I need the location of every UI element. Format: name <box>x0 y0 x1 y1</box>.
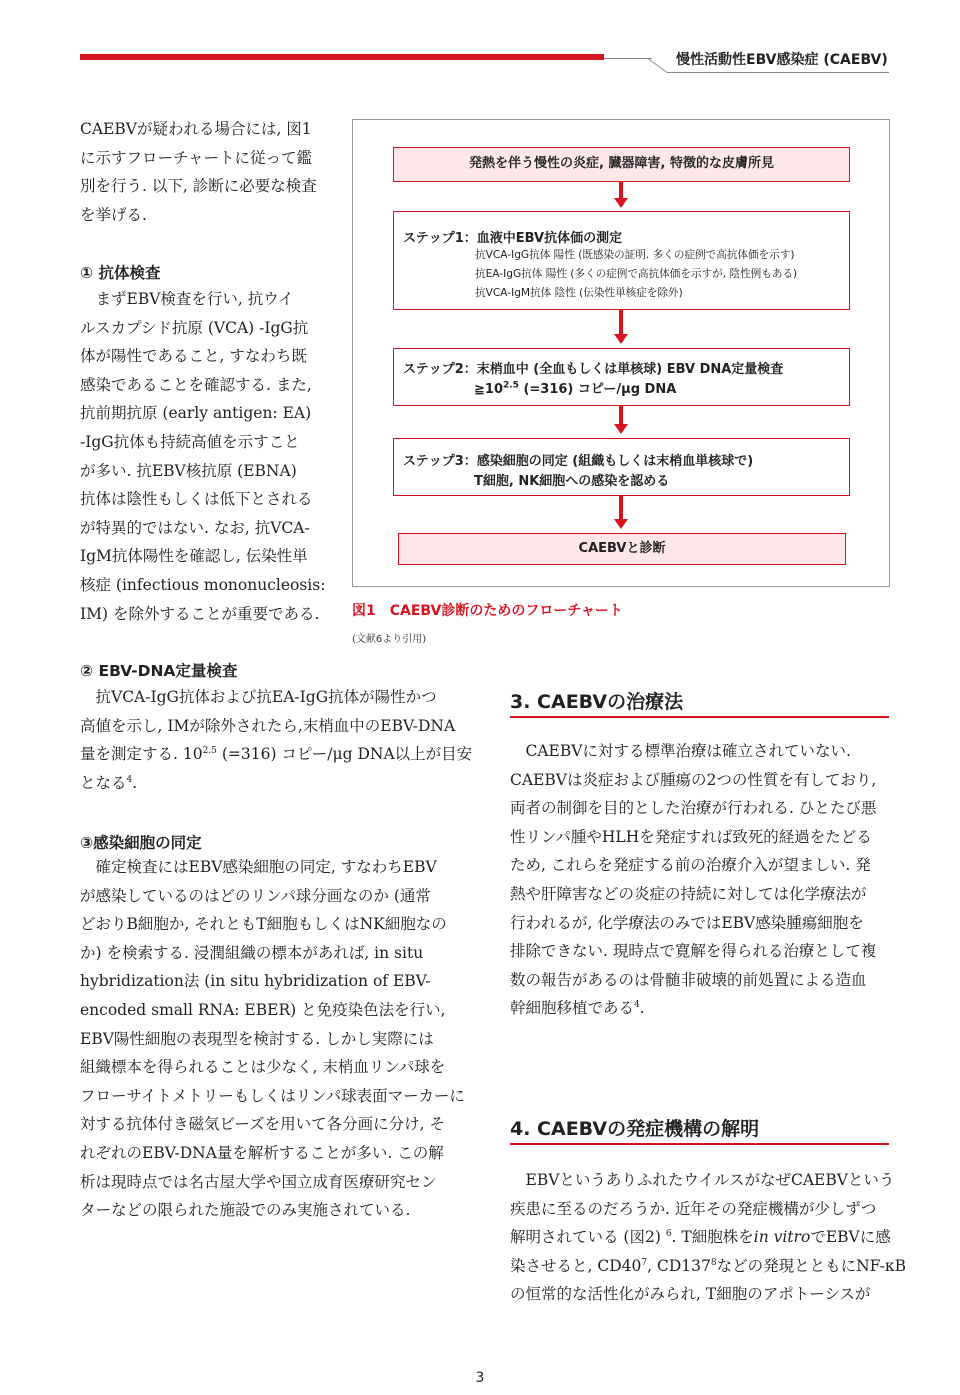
flow-arrow <box>619 406 623 426</box>
mechanism-line3-mid: . T細胞株を <box>671 1228 754 1247</box>
mechanism-line: EBVというありふれたウイルスがなぜCAEBVという <box>510 1171 895 1189</box>
infected-line: hybridization法 (in situ hybridization of EBV- <box>80 972 431 991</box>
infected-line: 析は現時点では名古屋大学や国立成育医療研究セン <box>80 1172 437 1191</box>
infected-line: EBV陽性細胞の表現型を検討する. しかし実際には <box>80 1029 434 1048</box>
infected-line: フローサイトメトリーもしくはリンパ球表面マーカーに <box>80 1086 465 1105</box>
intro-line: に示すフローチャートに従って鑑 <box>80 148 313 167</box>
step2-threshold <box>474 378 676 397</box>
running-title: 慢性活動性EBV感染症 (CAEBV) <box>676 52 888 68</box>
mechanism-paragraph <box>510 1166 906 1309</box>
page-number: 3 <box>475 1370 485 1386</box>
infected-line: どおりB細胞か, それともT細胞もしくはNK細胞なの <box>80 915 447 934</box>
mechanism-line4-c: などの発現とともにNF-κB <box>716 1256 907 1275</box>
infected-heading: ③感染細胞の同定 <box>80 834 202 852</box>
mechanism-line <box>510 1252 906 1281</box>
treatment-line: CAEBVは炎症および腫瘍の2つの性質を有しており, <box>510 770 877 789</box>
mechanism-line3-suffix: でEBVに感 <box>810 1228 891 1247</box>
step3-title: ステップ3：感染細胞の同定 (組織もしくは末梢血単核球で) <box>403 454 754 469</box>
flow-box-symptoms: 発熱を伴う慢性の炎症, 臓器障害, 特徴的な皮膚所見 <box>393 147 850 182</box>
treatment-paragraph <box>510 737 876 1023</box>
dna-line <box>80 769 472 798</box>
step1-item: 抗VCA-IgG抗体 陽性 (既感染の証明. 多くの症例で高抗体価を示す) <box>475 249 795 261</box>
dna-exponent: 2.5 <box>202 746 217 757</box>
dna-line: 抗VCA-IgG抗体および抗EA-IgG抗体が陽性かつ <box>80 688 437 706</box>
flow-arrow <box>619 310 623 336</box>
treatment-line: 熱や肝障害などの炎症の持続に対しては化学療法が <box>510 884 867 903</box>
antibody-line: IgM抗体陽性を確認し, 伝染性単 <box>80 547 308 566</box>
step2-title: ステップ2：末梢血中 (全血もしくは単核球) EBV DNA定量検査 <box>403 362 784 377</box>
intro-paragraph <box>80 115 317 229</box>
dna-line3-prefix: 量を測定する. 10 <box>80 745 203 764</box>
dna-line3-suffix: (=316) コピー/μg DNA以上が目安 <box>216 745 473 764</box>
infected-line: 組織標本を得られることは少なく, 末梢血リンパ球を <box>80 1058 446 1077</box>
infected-line: ターなどの限られた施設でのみ実施されている. <box>80 1201 411 1220</box>
antibody-line: -IgG抗体も持続高値を示すこと <box>80 432 300 451</box>
treatment-last-suffix: . <box>639 999 645 1018</box>
antibody-line: ルスカプシド抗原 (VCA) -IgG抗 <box>80 318 309 337</box>
infected-line: れぞれのEBV-DNA量を解析することが多い. この解 <box>80 1143 444 1162</box>
step1-item: 抗EA-IgG抗体 陽性 (多くの症例で高抗体価を示すが, 陰性例もある) <box>475 268 798 280</box>
step1-item: 抗VCA-IgM抗体 陰性 (伝染性単核症を除外) <box>475 287 683 299</box>
antibody-paragraph <box>80 285 325 628</box>
antibody-line: が多い. 抗EBV核抗原 (EBNA) <box>80 461 297 480</box>
flow-arrow <box>619 496 623 521</box>
infected-paragraph <box>80 853 465 1225</box>
flow-box-diagnosis: CAEBVと診断 <box>398 533 846 565</box>
header-diagonal-line <box>647 58 667 73</box>
dna-paragraph <box>80 683 472 797</box>
intro-line: CAEBVが疑われる場合には, 図1 <box>80 120 312 138</box>
antibody-line: 抗体は陰性もしくは低下とされる <box>80 490 313 509</box>
mechanism-ref: 8 <box>710 1257 717 1268</box>
flow-arrowhead <box>614 519 628 529</box>
dna-line4-prefix: となる <box>80 773 127 792</box>
mechanism-heading-rule <box>510 1143 889 1145</box>
antibody-line: 体が陽性であること, すなわち既 <box>80 347 307 366</box>
flow-box-step2 <box>393 348 850 406</box>
mechanism-in-vitro: in vitro <box>753 1228 811 1247</box>
treatment-last-prefix: 幹細胞移植である <box>510 999 635 1018</box>
header-underline <box>667 72 889 73</box>
mechanism-line4-a: 染させると, CD40 <box>510 1256 642 1275</box>
treatment-line: 行われるが, 化学療法のみではEBV感染腫瘍細胞を <box>510 913 864 932</box>
mechanism-line: 疾患に至るのだろうか. 近年その発症機構が少しずつ <box>510 1199 877 1218</box>
infected-line: が感染しているのはどのリンパ球分画なのか (通常 <box>80 886 431 905</box>
treatment-line: 排除できない. 現時点で寛解を得られる治療として複 <box>510 942 877 961</box>
mechanism-ref: 6 <box>665 1229 672 1240</box>
treatment-heading: 3. CAEBVの治療法 <box>510 691 684 713</box>
infected-line: 確定検査にはEBV感染細胞の同定, すなわちEBV <box>80 858 437 876</box>
antibody-line: 抗前期抗原 (early antigen: EA) <box>80 404 312 423</box>
antibody-line: 感染であることを確認する. また, <box>80 375 312 394</box>
treatment-line: 両者の制御を目的とした治療が行われる. ひとたび悪 <box>510 799 877 818</box>
step2-prefix: ≧10 <box>474 382 503 397</box>
antibody-heading: ① 抗体検査 <box>80 264 161 282</box>
intro-line: を挙げる. <box>80 205 147 224</box>
infected-line: か) を検索する. 浸潤組織の標本があれば, in situ <box>80 943 424 962</box>
flow-arrowhead <box>614 424 628 434</box>
dna-ref: 4 <box>126 774 133 785</box>
antibody-line: が特異的ではない. なお, 抗VCA- <box>80 518 310 537</box>
treatment-heading-rule <box>510 716 889 718</box>
treatment-line: 性リンパ腫やHLHを発症すれば致死的経過をたどる <box>510 827 872 846</box>
step2-suffix: (=316) コピー/μg DNA <box>518 382 677 397</box>
antibody-line: まずEBV検査を行い, 抗ウイ <box>80 290 294 308</box>
flow-arrowhead <box>614 198 628 208</box>
treatment-line: ため, これらを発症する前の治療介入が望ましい. 発 <box>510 856 871 875</box>
infected-line: encoded small RNA: EBER) と免疫染色法を行い, <box>80 1000 446 1019</box>
mechanism-line: の恒常的な活性化がみられ, T細胞のアポトーシスが <box>510 1285 871 1304</box>
antibody-line: 核症 (infectious mononucleosis: <box>80 575 326 594</box>
step3-line2: T細胞, NK細胞への感染を認める <box>474 474 670 489</box>
treatment-line <box>510 994 876 1023</box>
dna-line <box>80 740 472 769</box>
step1-title: ステップ1：血液中EBV抗体価の測定 <box>403 231 623 246</box>
antibody-line: IM) を除外することが重要である. <box>80 604 320 623</box>
mechanism-heading: 4. CAEBVの発症機構の解明 <box>510 1118 760 1140</box>
intro-line: 別を行う. 以下, 診断に必要な検査 <box>80 177 317 196</box>
mechanism-line <box>510 1223 906 1252</box>
dna-heading: ② EBV-DNA定量検査 <box>80 662 238 680</box>
mechanism-line3-prefix: 解明されている (図2) <box>510 1228 666 1247</box>
mechanism-line4-b: , CD137 <box>647 1256 711 1275</box>
figure-caption: 図1 CAEBV診断のためのフローチャート <box>352 603 623 619</box>
treatment-line: CAEBVに対する標準治療は確立されていない. <box>510 742 851 760</box>
dna-line: 高値を示し, IMが除外されたら,末梢血中のEBV-DNA <box>80 716 456 735</box>
infected-line: 対する抗体付き磁気ビーズを用いて各分画に分け, そ <box>80 1115 445 1134</box>
dna-line4-suffix: . <box>132 773 138 792</box>
figure-source: (文献6より引用) <box>352 634 427 645</box>
mechanism-ref: 7 <box>641 1257 648 1268</box>
treatment-line: 数の報告があるのは骨髄非破壊的前処置による造血 <box>510 970 867 989</box>
treatment-ref: 4 <box>634 1000 640 1011</box>
flow-arrowhead <box>614 334 628 344</box>
header-gray-line <box>604 58 652 59</box>
header-red-bar <box>80 54 604 60</box>
step2-exponent: 2.5 <box>502 380 519 391</box>
